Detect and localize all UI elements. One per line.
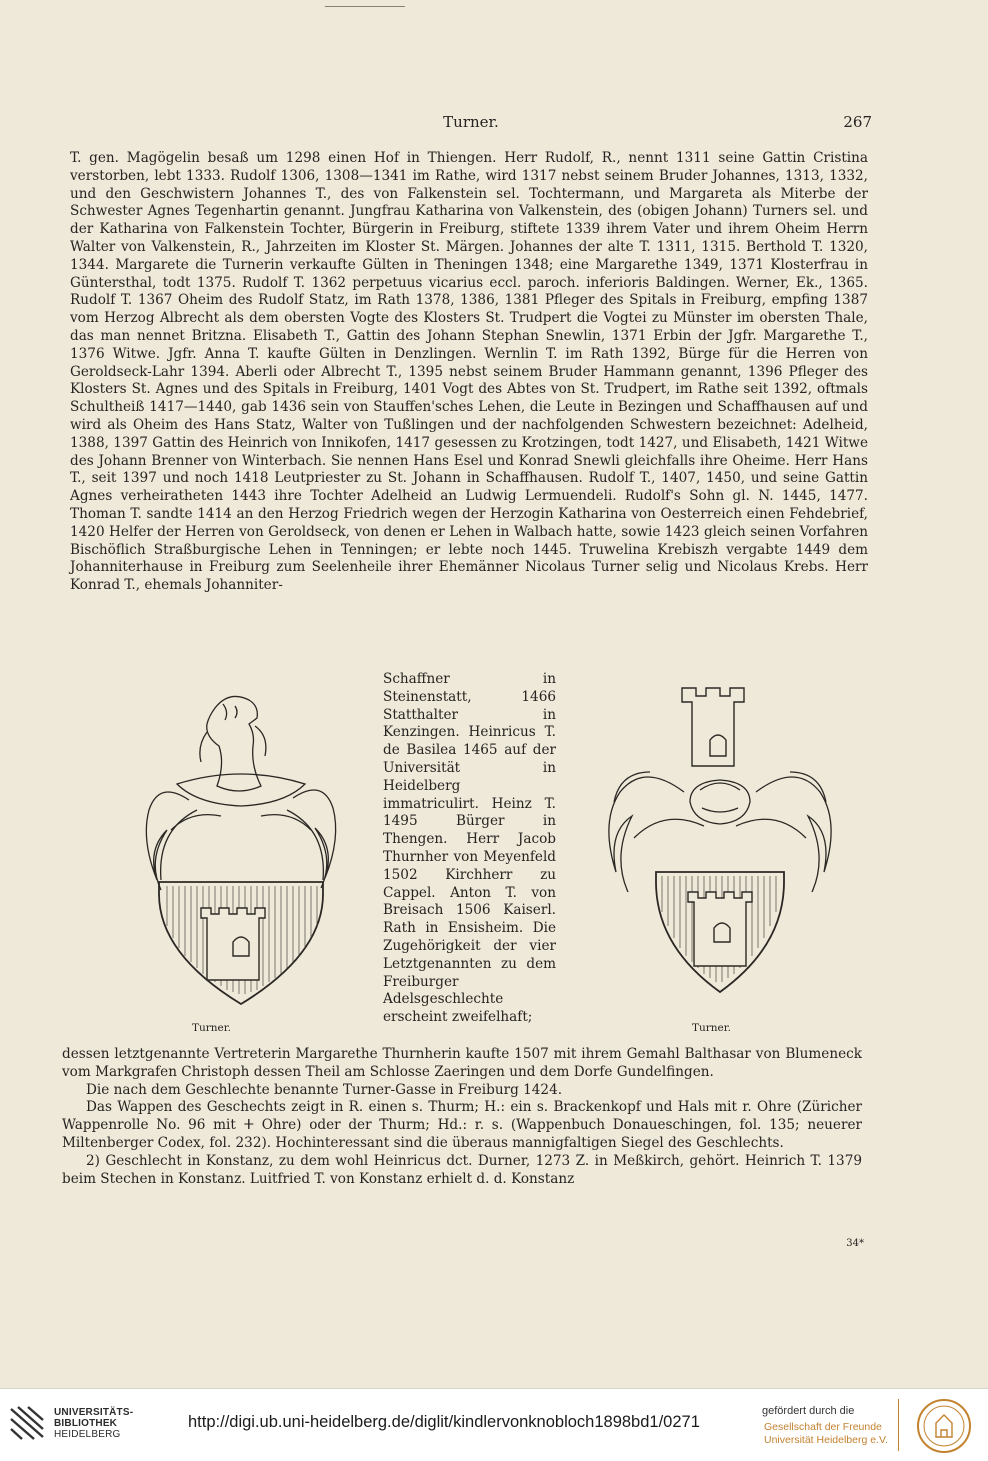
university-seal-icon: [914, 1397, 974, 1455]
middle-column-text: [383, 671, 556, 1027]
top-rule: [325, 6, 405, 7]
bottom-text: [62, 1046, 862, 1188]
coat-of-arms-left-image: [137, 680, 345, 1020]
body-paragraph: T. gen. Magögelin besaß um 1298 einen Hof in Thiengen. Herr Rudolf, R., nennt 1311 seine Gattin Cristina verstorben, lebt 1333. Rudolf 1306, 1308—1341 im Rathe, wird 1317 nebst seinem Bruder Johannes, 1313, 1332, und den Geschwistern Johannes T., des von Falkenstein sel. Tochtermann, und Margareta als Miterbe der Schwester Agnes Tegenhartin genannt. Jungfrau Katharina von Valkenstein, des (obigen Johann) Turners sel. und der Katharina von Falkenstein Tochter, Bürgerin in Freiburg, stiftete 1339 ihrem Vater und ihrem Oheim Herrn Walter von Valkenstein, R., Jahrzeiten im Kloster St. Märgen. Johannes der alte T. 1311, 1315. Berthold T. 1320, 1344. Margarete die Turnerin verkaufte Gülten in Theningen 1348; eine Margarethe 1349, 1371 Klosterfrau in Güntersthal, todt 1375. Rudolf T. 1362 perpetuus vicarius eccl. paroch. inferioris Baldingen. Werner, Ek., 1365. Rudolf T. 1367 Oheim des Rudolf Statz, im Rath 1378, 1386, 1381 Pfleger des Spitals in Freiburg, empfing 1387 vom Herzog Albrecht als dem obersten Vogte des Klosters St. Trudpert die Vogtei zu Münster im obersten Thale, das man nennet Britzna. Elisabeth T., Gattin des Johann Stephan Snewlin, 1371 Erbin der Jgfr. Margarethe T., 1376 Witwe. Jgfr. Anna T. kaufte Gülten in Denzlingen. Wernlin T. im Rath 1392, Bürge für die Herren von Geroldseck-Lahr 1394. Aberli oder Albrecht T., 1395 nebst seinem Bruder Hammann genannt, 1396 Pfleger des Klosters St. Agnes und des Spitals in Freiburg, 1401 Vogt des Abtes von St. Trudpert, im Rathe seit 1392, oftmals Schultheiß 1417—1440, gab 1436 sein von Stauffen'sches Lehen, die Leute in Bezingen und Schaffhausen auf und wird als Oheim des Hans Statz, Walter von Tußlingen und der nachfolgenden Schwestern bezeichnet: Adelheid, 1388, 1397 Gattin des Heinrich von Innikofen, 1417 gesessen zu Krotzingen, todt 1427, und Elisabeth, 1421 Witwe des Johann Brenner von Winterbach. Sie nennen Hans Esel und Konrad Snewli gleichfalls ihre Oheime. Herr Hans T., seit 1397 und noch 1418 Leutpriester zu St. Johann in Schaffhausen. Rudolf T., 1407, 1450, und seine Gattin Agnes verheiratheten 1443 ihre Tochter Adelheid an Ludwig Lermuendeli. Rudolf's Sohn gl. N. 1445, 1477. Thoman T. sandte 1414 an den Herzog Friedrich wegen der Herzogin Katharina von Oesterreich einen Fehdebrief, 1420 Helfer der Herren von Geroldseck, von denen er Lehen in Walbach hatte, sowie 1423 gleich seinen Vorfahren Bischöflich Straßburgische Lehen in Tenningen; er lebte noch 1445. Truwelina Krebiszh vergabte 1449 dem Johanniterhause in Freiburg zum Seelenheile ihrer Ehemänner Nicolaus Turner selig und Nicolaus Krebs. Herr Konrad T., ehemals Johanniter-: [70, 150, 868, 594]
bottom-paragraph: Das Wappen des Geschechts zeigt in R. einen s. Thurm; H.: ein s. Brackenkopf und Hals mit r. Ohre (Züricher Wappenrolle No. 96 mit ⵜ Ohre) oder der Thurm; Hd.: r. s. (Wappenbuch Donaueschingen, fol. 135; neuerer Miltenberger Codex, fol. 232). Hochinteressant sind die überaus mannigfaltigen Siegel des Geschlechts.: [62, 1099, 862, 1151]
coat-of-arms-right-image: [590, 672, 835, 1020]
figure-caption-left: Turner.: [192, 1022, 231, 1034]
page-title: Turner.: [443, 113, 499, 131]
running-head: [70, 113, 872, 135]
page-number: 267: [843, 113, 872, 131]
bottom-paragraph: Die nach dem Geschlechte benannte Turner-Gasse in Freiburg 1424.: [86, 1081, 563, 1098]
signature-mark: 34*: [846, 1238, 864, 1249]
middle-paragraph: Schaffner in Steinenstatt, 1466 Statthalter in Kenzingen. Heinricus T. de Basilea 1465 auf der Universität in Heidelberg immatriculirt. Heinz T. 1495 Bürger in Thengen. Herr Jacob Thurnher von Meyenfeld 1502 Kirchherr zu Cappel. Anton T. von Breisach 1506 Kaiserl. Rath in Ensisheim. Die Zugehörigkeit der vier Letztgenannten zu dem Freiburger Adelsgeschlechte erscheint zweifelhaft;: [383, 671, 556, 1026]
bottom-paragraph: 2) Geschlecht in Konstanz, zu dem wohl Heinricus dct. Durner, 1273 Z. in Meßkirch, gehört. Heinrich T. 1379 beim Stechen in Konstanz. Luitfried T. von Konstanz erhielt d. d. Konstanz: [62, 1152, 862, 1187]
permalink-url[interactable]: http://digi.ub.uni-heidelberg.de/diglit/kindlervonknobloch1898bd1/0271: [188, 1413, 700, 1431]
main-text: [70, 150, 868, 595]
funded-by-label: gefördert durch die: [762, 1405, 855, 1417]
bottom-paragraph: dessen letztgenannte Vertreterin Margarethe Thurnherin kaufte 1507 mit ihrem Gemahl Balthasar von Blumeneck vom Markgrafen Christoph dessen Theil am Schlosse Zaeringen und dem Dorfe Gundelfingen.: [62, 1046, 862, 1080]
figure-caption-right: Turner.: [692, 1022, 731, 1034]
footer-divider: [898, 1399, 899, 1451]
university-library-name: UNIVERSITÄTS- BIBLIOTHEK HEIDELBERG: [54, 1407, 134, 1440]
university-library-logo-icon: [8, 1403, 46, 1443]
footer-bar: [0, 1388, 988, 1461]
society-name: Gesellschaft der Freunde Universität Heidelberg e.V.: [764, 1421, 888, 1446]
